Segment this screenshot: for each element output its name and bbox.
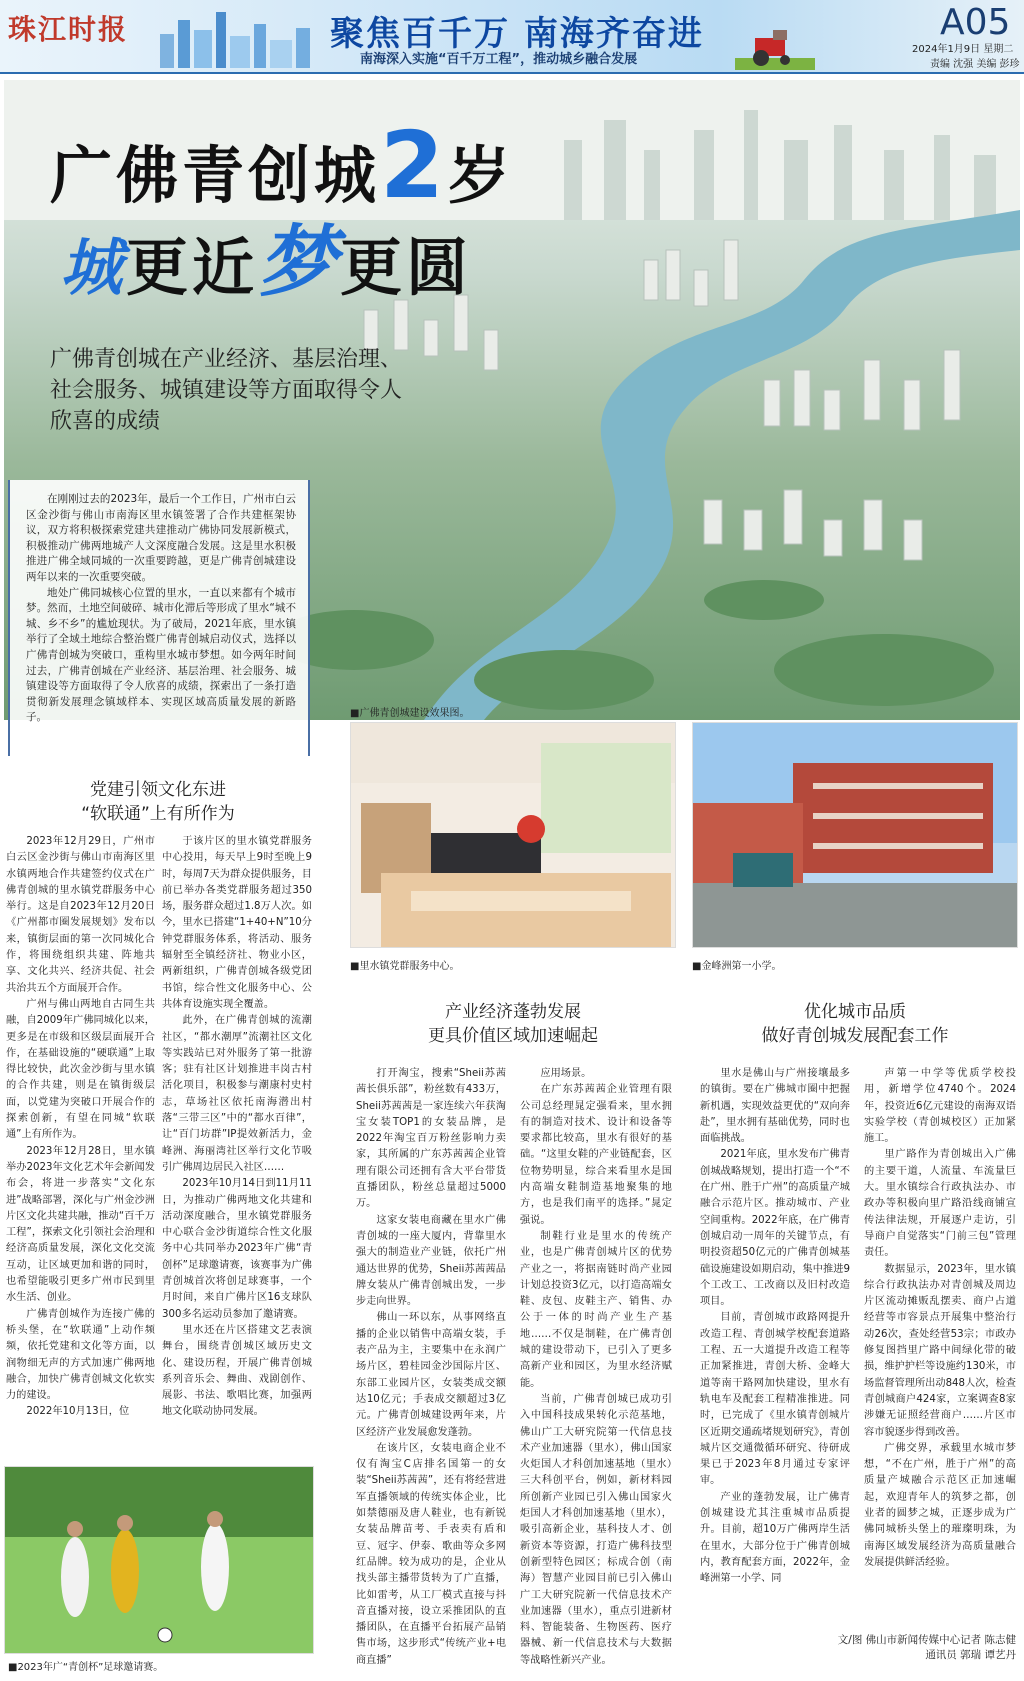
- section1-title: [8, 778, 308, 826]
- intro-paragraph: 在刚刚过去的2023年，最后一个工作日，广州市白云区金沙街与佛山市南海区里水镇签署了合作共建框架协议，双方将积极探索党建共建推动广佛协同发展新模式，积极推动广佛两地城产人文深度融合发展。这是里水积极推进广佛全域同城的一次重要跨越，更是广佛青创城建设两年以来的一次重要突破。: [26, 493, 296, 583]
- article-paragraph: 于该片区的里水镇党群服务中心投用，每天早上9时至晚上9时，每周7天为群众提供服务，目前已举办各类党群服务超过350场，服务群众超过1.8万人次。如今，里水已搭建“1+40+N”10分钟党群服务体系，将活动、服务辐射至全镇经济社、物业小区，两新组织，广佛青创城各级党团书馆，综合性文化服务中心、公共体育设施实现全覆盖。: [162, 836, 312, 1010]
- photo-football: [4, 1466, 314, 1654]
- section2-title: [350, 1000, 676, 1048]
- article-paragraph: 里水是佛山与广州接壤最多的镇街。要在广佛城市圈中把握新机遇，实现效益更优的“双向奔赴”，里水拥有基础优势，同时也面临挑战。: [700, 1068, 850, 1145]
- section3-column-a: [700, 1066, 850, 1606]
- section1-column-a: [6, 834, 155, 1454]
- byline: [700, 1632, 1016, 1662]
- article-paragraph: 此外，在广佛青创城的流潮社区，“都水潮厚”流潮社区文化等实践站已对外服务了第一批游客；驻有社区计划推进丰岗古村活化项目，积极参与潮康村史村志，草场社区依托南海潜出村落“三带三区”中的“都水百律”，让“百门坊群”IP提效新活力，金峰洲、海丽湾社区举行文化节吸引广佛周边居民入社区……: [162, 1015, 312, 1173]
- headline-word-city: 城: [60, 231, 127, 304]
- intro-box: [8, 480, 310, 756]
- page-editors: 责编 沈强 美编 彭珍: [930, 59, 1020, 70]
- article-paragraph: 数据显示，2023年，里水镇综合行政执法办对青创城及周边片区流动摊贩乱摆卖、商户占道经营等市容景点开展集中整治行动26次，查处经营53宗；市政办修复图挡里广路中间绿化带的破损，维护护栏等设施约130米，市场监督管理所出动848人次，检查青创城商户424家，立案调查8家涉嫌无证照经营商户……片区市容市貌逐步得到改善。: [864, 1263, 1016, 1438]
- intro-paragraph: 地处广佛同城核心位置的里水，一直以来都有个城市梦。然而，土地空间破碎、城市化滞后等形成了里水“城不城、乡不乡”的尴尬现状。为了破局，2021年底，里水镇举行了全域土地综合整治暨广佛青创城启动仪式，选择以广佛青创城为突破口，重构里水城市梦想。如今两年时间过去，广佛青创城在产业经济、基层治理、社会服务、城镇建设等方面取得了令人欣喜的成绩，探索出了一条打造贯彻新发展理念镇域样本、实现区域高质量发展的新路子。: [26, 586, 296, 724]
- section2-column-b: [520, 1066, 672, 1676]
- article-paragraph: 在该片区，女装电商企业不仅有淘宝C店排名国第一的女装“Sheii苏茜茜”，还有将经营进军直播领域的传统实体企业，比如禁德丽及唐人鞋业，也有新锐女装品牌苗考、手表卖有盾和豆、冠字、伊泰、歌曲等众多网红品牌。较为成功的是，企业从找头部主播带货转为了广直播，比如雷考，从工厂模式直接与抖音直播对接，设立采推团队的直播团队，在直播平台拓展产品销售市场，这步形式“传统产业+电商直播”: [356, 1442, 506, 1666]
- article-paragraph: 应用场景。: [540, 1068, 592, 1079]
- section1-column-b: [162, 834, 312, 1454]
- headline-word-rounder: 更圆: [340, 231, 473, 304]
- hero-caption: ■广佛青创城建设效果图。: [350, 708, 470, 719]
- topic-subtitle: 南海深入实施“百千万工程”，推动城乡融合发展: [360, 52, 638, 67]
- article-paragraph: 制鞋行业是里水的传统产业，也是广佛青创城片区的优势产业之一，将据南链时尚产业园计划总投资3亿元，以打造高端女鞋、皮包、皮鞋主产、销售、办公于一体的时尚产业生产基地……不仅是制鞋，在广佛青创城的建设带动下，已引入了更多高新产业和园区，为里水经济赋能。: [520, 1230, 672, 1389]
- page-number: A05: [940, 2, 1011, 43]
- section2-title-line2: 更具价值区域加速崛起: [428, 1026, 598, 1046]
- section1-title-line1: 党建引领文化东进: [90, 780, 226, 800]
- article-paragraph: 目前，青创城市政路网提升改造工程、青创城学校配套道路工程、五一大道提升改造工程等正加紧推进，青创大桥、金峰大道等南干路网加快建设，里水有轨电车及配套工程精准推进。同时，已完成了《里水镇青创城片区近期交通疏堵规划研究》，青创城片区交通微循环研究、待研成果已于2023年8月通过专家评审。: [700, 1312, 850, 1487]
- article-paragraph: 声第一中学等优质学校投用，新增学位4740个。2024年，投资近6亿元建设的南海双语实验学校（青创城校区）正加紧施工。: [864, 1068, 1016, 1145]
- article-paragraph: 这家女装电商藏在里水广佛青创城的一座大厦内，背靠里水强大的制造业产业链，依托广州通达世界的优势，Sheii苏茜茜品牌女装从广佛青创城出发，一步步走向世界。: [356, 1214, 506, 1308]
- school-image: [693, 723, 1018, 948]
- section3-title-line1: 优化城市品质: [804, 1002, 906, 1022]
- section3-column-b: [864, 1066, 1016, 1606]
- headline-text-b: 岁: [448, 139, 515, 212]
- article-paragraph: 2023年10月14日到11月11日，为推动广佛两地文化共建和活动深度融合，里水镇党群服务中心联合金沙街道综合性文化服务中心共同举办2023年广佛“青创杯”足球邀请赛，该赛事为广佛青创城首次将创足球赛事，一个月时间，来自广佛片区16支球队300多名运动员参加了邀请赛。: [162, 1178, 312, 1320]
- football-image: [5, 1467, 314, 1654]
- byline-correspondents: 通讯员 郭瑞 谭艺丹: [925, 1649, 1016, 1661]
- section1-title-line2: “软联通”上有所作为: [81, 804, 235, 824]
- article-paragraph: 广佛青创城作为连接广佛的桥头堡，在“软联通”上动作频频，依托党建和文化等方面，以润物细无声的方式加速广佛两地融合，加快广佛青创城文化软实力的建设。: [6, 1308, 155, 1402]
- article-paragraph: 广州与佛山两地自古同生共融，自2009年广佛同城化以来，更多是在市级和区级层面展开合作，在基础设施的“硬联通”上取得比较快，此次金沙街与里水镇的合作共建，则是在镇街级层面，以党建为突破口开展合作的探索创新，有望在同城“软联通”上有所作为。: [6, 998, 155, 1141]
- section2-title-line1: 产业经济蓬勃发展: [445, 1002, 581, 1022]
- article-paragraph: 里广路作为青创城出入广佛的主要干道，人流量、车流量巨大。里水镇综合行政执法办、市政办等积极向里广路沿线商铺宣传法律法规，开展逐户走访，引导商户自觉落实“门前三包”管理责任。: [864, 1149, 1016, 1259]
- caption-school: ■金峰洲第一小学。: [692, 961, 782, 972]
- page-header: [0, 0, 1024, 74]
- skyline-illustration: [150, 6, 320, 68]
- byline-reporter: 文/图 佛山市新闻传媒中心记者 陈志健: [837, 1634, 1016, 1646]
- section2-column-a: [356, 1066, 506, 1676]
- headline-line2: [60, 200, 472, 312]
- tractor-illustration: [735, 26, 815, 70]
- article-paragraph: 当前，广佛青创城已成功引入中国科技成果转化示范基地，佛山广工大研究院第一代信息技术产业加速器（里水），佛山国家火炬国人才科创加速基地（里水）三大科创平台，例如，新材料园所创新产业园已引入佛山国家火炬国人才科创加速基地（里水），吸引高新企业，基科技人才、创新资本等资源，打造广佛科技型创新型特色园区；标成合创（南海）智慧产业园目前已引入佛山广工大研究院新一代信息技术产业加速器（里水），重点引进新材料、智能装备、生物医药、医疗器械、新一代信息技术与大数据等战略性新兴产业。: [520, 1393, 672, 1666]
- article-paragraph: 2021年底，里水发布广佛青创城战略规划，提出打造一个“不在广州、胜于广州”的高质量产城融合示范片区。推动城市、产业空间重构。2022年底，在广佛青创城启动一周年的关键节点，有明投资超50亿元的广佛青创城基础设施建设如期启动，集中推进9个工改工、工改商以及旧村改造项目。: [700, 1149, 850, 1308]
- article-paragraph: 广佛交界，承载里水城市梦想，“不在广州，胜于广州”的高质量产城融合示范区正加速崛起，欢迎青年人的筑梦之都，创业者的圆梦之城，正逐步成为广佛同城桥头堡上的璀璨明珠，为南海区域发展经济为高质量融合发展提供鲜活经验。: [864, 1442, 1016, 1568]
- photo-school: [692, 722, 1018, 948]
- headline-number: 2: [380, 112, 449, 219]
- masthead-logo: 珠江时报: [8, 13, 129, 46]
- article-paragraph: 产业的蓬勃发展，让广佛青创城建设尤其注重城市品质提升。目前，超10万广佛两岸生活在里水，大部分位于广佛青创城内，教育配套方面，2022年，金峰洲第一小学、同: [700, 1491, 850, 1585]
- topic-title: 聚焦百千万 南海齐奋进: [330, 14, 704, 54]
- service-center-image: [351, 723, 676, 948]
- article-paragraph: 2023年12月29日，广州市白云区金沙街与佛山市南海区里水镇两地合作共建签约仪式在广佛青创城的里水镇党群服务中心举行。这是自2023年12月20日《广州都市圈发展规划》发布以来，镇街层面的第一次同城化合作，将围绕组织共建、阵地共享、文化共兴、经济共促、社会共治共五个方面展开合作。: [6, 836, 155, 994]
- headline-word-closer: 更近: [126, 231, 259, 304]
- page-date: 2024年1月9日 星期二: [912, 44, 1014, 55]
- article-paragraph: 2023年12月28日，里水镇举办2023年文化艺术年会新闻发布会，将进一步落实“文化东进”战略部署，深化与广州金沙洲片区文化共建共融，推动“百千万工程”，探索文化引领社会治理和经济高质量发展，深化文化交流互动，让区域更加和谐的同时，也希望能吸引更多广州市民到里水生活、创业。: [6, 1145, 155, 1304]
- article-paragraph: 佛山一环以东，从事网络直播的企业以销售中高端女装，手表产品为主，主要集中在永润广场片区，碧桂园金沙国际片区、东部工业园片区，女装类成交额达10亿元；手表成交额超过3亿元。广佛青创城建设两年来，片区经济产业发展愈发蓬勃。: [356, 1312, 506, 1438]
- headline-word-dream: 梦: [258, 218, 341, 308]
- article-paragraph: 在广东苏茜茜企业管理有限公司总经理晁定强看来，里水拥有的制造对技术、设计和设备等要求都比较高，里水有很好的基础。“这里女鞋的产业链配套，区位物势明显，综合来看里水是国内高端女鞋制造基地聚集的地方，也是我们南平的选择。”晁定强说。: [520, 1084, 672, 1226]
- caption-football: ■2023年广“青创杯”足球邀请赛。: [8, 1662, 164, 1673]
- article-paragraph: 打开淘宝，搜索“Sheii苏茜茜长俱乐部”，粉丝数有433万，Sheii苏茜茜是一家连续六年获淘宝女装TOP1的女装品牌，是2022年淘宝百万粉丝影响力卖家，其所属的广东苏茜茜企业管理有限公司还拥有含大平台带货直播团队，粉丝总量超过5000万。: [356, 1068, 506, 1210]
- photo-service-center: [350, 722, 676, 948]
- section3-title-line2: 做好青创城发展配套工作: [761, 1026, 949, 1046]
- headline-text-a: 广佛青创城: [50, 139, 381, 212]
- article-paragraph: 里水还在片区搭建文艺表演舞台，围绕青创城区域历史文化、建设历程，开展广佛青创城系列音乐会、舞曲、戏剧创作、展影、书法、歌唱比赛，加强两地文化联动协同发展。: [162, 1324, 312, 1418]
- article-paragraph: 2022年10月13日，位: [26, 1406, 130, 1418]
- section3-title: [692, 1000, 1018, 1048]
- caption-service-center: ■里水镇党群服务中心。: [350, 961, 460, 972]
- headline-subtitle: 广佛青创城在产业经济、基层治理、社会服务、城镇建设等方面取得令人欣喜的成绩: [50, 347, 403, 434]
